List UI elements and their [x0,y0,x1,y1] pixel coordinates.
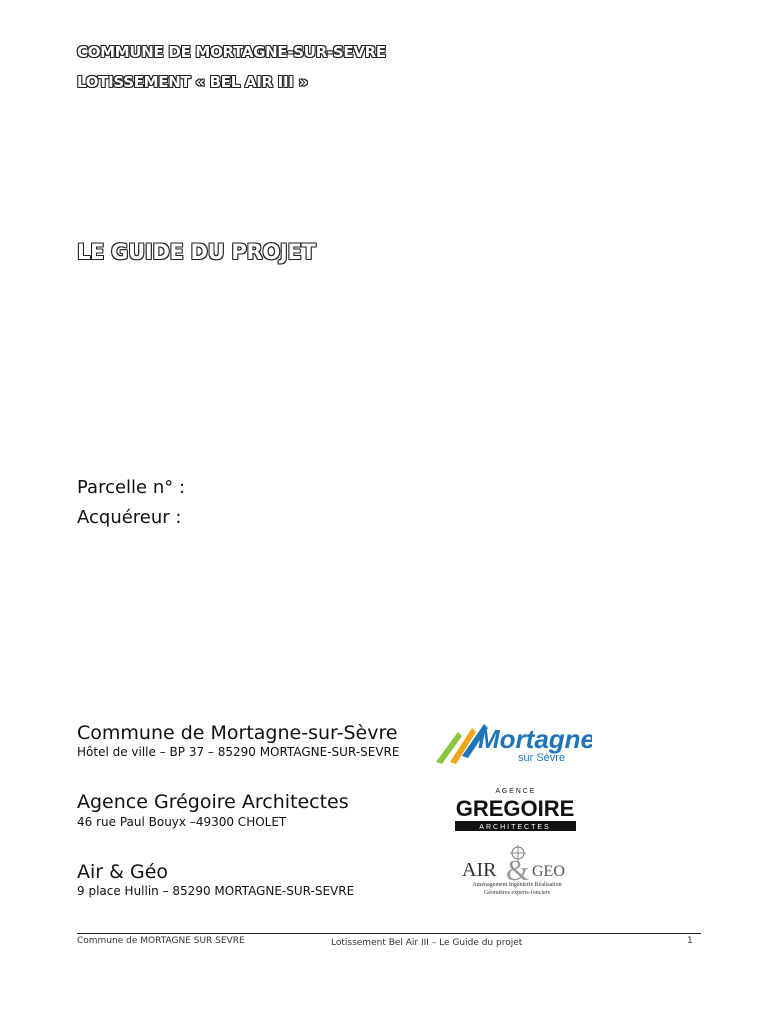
agence-gregoire-logo [453,785,578,833]
airgeo-logo-amp: & [506,854,530,887]
logo-main-text: Mortagne [478,724,592,754]
gregoire-address: 46 rue Paul Bouyx –49300 CHOLET [77,815,287,829]
airgeo-name: Air & Géo [77,861,169,883]
footer-left: Commune de MORTAGNE SUR SEVRE [77,936,245,946]
document-title: LE GUIDE DU PROJET [77,240,316,264]
commune-name: Commune de Mortagne-sur-Sèvre [77,722,398,744]
footer-page-number: 1 [687,936,693,946]
mortagne-logo-graphic [432,716,592,768]
airgeo-logo-graphic [458,843,576,897]
logo-sub-text: sur Sèvre [518,752,566,764]
header-commune: COMMUNE DE MORTAGNE-SUR-SEVRE [77,43,386,61]
gregoire-logo-main: GREGOIRE [455,796,575,821]
gregoire-logo-top: A G E N C E [495,788,535,795]
airgeo-logo-left: AIR [462,859,497,881]
parcelle-field-label: Parcelle n° : [77,477,186,498]
airgeo-logo-line1: Aménagement Ingénierie Réalisation [472,882,562,888]
commune-address: Hôtel de ville – BP 37 – 85290 MORTAGNE-SUR-SEVRE [77,745,400,759]
acquereur-field-label: Acquéreur : [77,507,182,528]
gregoire-logo-graphic [453,785,578,833]
airgeo-address: 9 place Hullin – 85290 MORTAGNE-SUR-SEVRE [77,884,355,898]
footer-center: Lotissement Bel Air III – Le Guide du projet [331,938,523,948]
airgeo-logo-right: GEO [532,863,565,880]
airgeo-logo-line2: Géomètres experts-fonciers [483,890,551,896]
gregoire-name: Agence Grégoire Architectes [77,791,349,813]
mortagne-sur-sevre-logo [432,716,592,768]
footer-rule [77,933,701,934]
air-geo-logo [458,843,576,897]
header-lotissement: LOTISSEMENT « BEL AIR III » [77,73,308,91]
gregoire-logo-bottom: ARCHITECTES [479,824,551,831]
